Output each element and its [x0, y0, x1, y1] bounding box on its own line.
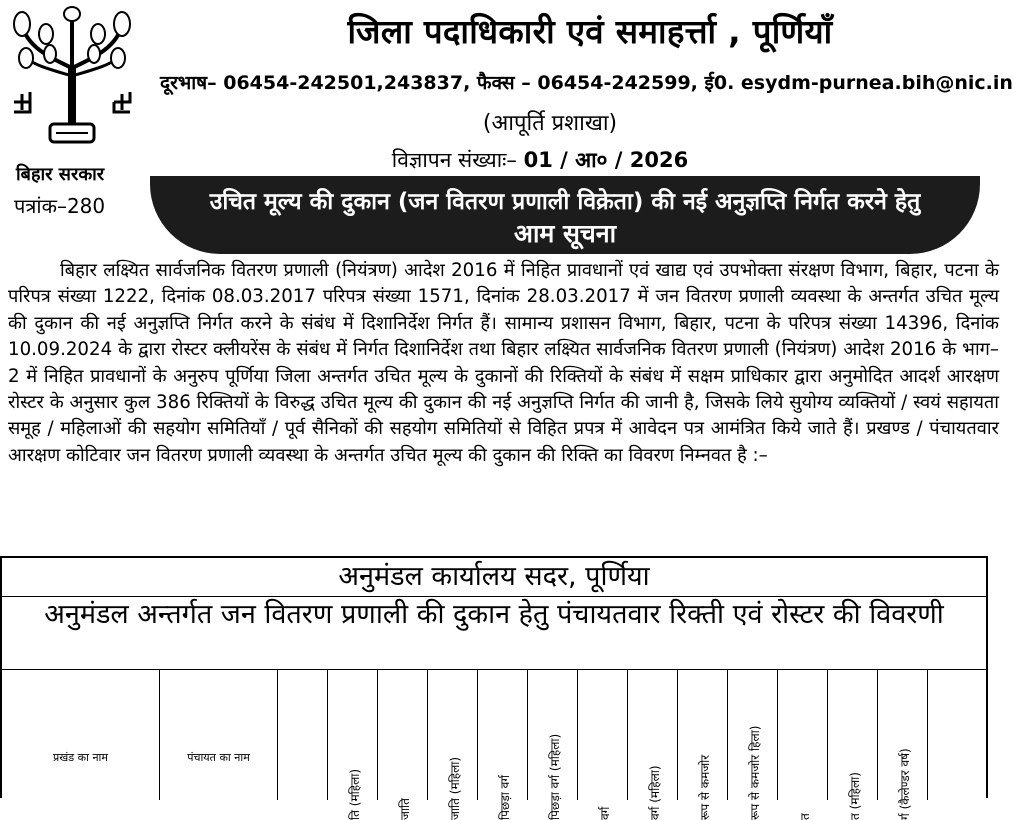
table-column-label: वर्ग (महिला): [647, 765, 662, 820]
table-column-header: [728, 670, 778, 820]
table-column-label: [296, 680, 310, 820]
table-column-label: [949, 680, 963, 820]
table-column-header: [378, 670, 428, 820]
table-column-header: [328, 670, 378, 820]
table-column-label: ति (महिला): [347, 768, 362, 820]
table-column-header: [278, 670, 328, 800]
emblem-caption: बिहार सरकार: [16, 164, 105, 185]
vacancy-roster-table: [0, 556, 988, 820]
table-column-label: वर्ग: [597, 806, 612, 820]
table-column-label: रूप से कमजोर: [697, 754, 712, 820]
table-column-label: पंचायत का नाम: [187, 751, 250, 764]
table-column-label: त (महिला): [847, 772, 862, 820]
table-column-header: [428, 670, 478, 820]
table-subtitle: अनुमंडल अन्तर्गत जन वितरण प्रणाली की दुकान हेतु पंचायतवार रिक्ती एवं रोस्टर की विवरणी: [2, 597, 986, 670]
advertisement-number-label: विज्ञापन संख्याः–: [391, 148, 517, 172]
bihar-emblem-logo: [6, 6, 138, 185]
advertisement-number-value: 01 / आ० / 2026: [523, 148, 689, 172]
table-column-header: [878, 670, 928, 820]
banner-subheading: आम सूचना: [513, 219, 617, 248]
table-column-header: [678, 670, 728, 820]
table-column-label: पिछड़ा वर्ग (महिला): [547, 733, 562, 820]
table-column-label: रूप से कमजोर हिला): [747, 725, 762, 820]
table-column-header: [160, 670, 278, 800]
table-column-label: पिछड़ा वर्ग: [497, 774, 512, 820]
table-column-label: त: [797, 813, 812, 820]
office-title: जिला पदाधिकारी एवं समाहर्त्ता , पूर्णियाँ: [347, 12, 833, 51]
table-column-label: जाति (महिला): [447, 756, 462, 820]
branch-label: (आपूर्ति प्रशाखा): [482, 111, 618, 136]
table-title: अनुमंडल कार्यालय सदर, पूर्णिया: [2, 558, 986, 597]
bodhi-tree-emblem-icon: [6, 6, 138, 156]
advertisement-number: [340, 146, 740, 174]
table-column-header: [828, 670, 878, 820]
table-column-header: [2, 670, 160, 800]
letter-number: पत्रांक–280: [14, 194, 106, 218]
table-column-label: जाति: [397, 798, 412, 820]
table-header-row: [2, 670, 986, 820]
notice-body-paragraph: बिहार लक्ष्यित सार्वजनिक वितरण प्रणाली (नियंत्रण) आदेश 2016 में निहित प्रावधानों एवं खाद्य एवं उपभोक्ता संरक्षण विभाग, बिहार, पटना के परिपत्र संख्या 1222, दिनांक 08.03.2017 परिपत्र संख्या 1571, दिनांक 28.03.2017 में जन वितरण प्रणाली व्यवस्था के अन्तर्गत उचित मूल्य की दुकान की नई अनुज्ञप्ति निर्गत करने के संबंध में दिशानिर्देश निर्गत हैं। सामान्य प्रशासन विभाग, बिहार, पटना के परिपत्र संख्या 14396, दिनांक 10.09.2024 के द्वारा रोस्टर क्लीयरेंस के संबंध में निर्गत दिशानिर्देश तथा बिहार लक्ष्यित सार्वजनिक वितरण प्रणाली (नियंत्रण) आदेश 2016 के भाग–2 में निहित प्रावधानों के अनुरुप पूर्णिया जिला अन्तर्गत उचित मूल्य के दुकानों की रिक्तियों के संबंध में सक्षम प्राधिकार द्वारा अनुमोदित आदर्श आरक्षण रोस्टर के अनुसार कुल 386 रिक्तियों के विरुद्ध उचित मूल्य की दुकान की नई अनुज्ञप्ति निर्गत की जानी है, जिसके लिये सुयोग्य व्यक्तियों / स्वयं सहायता समूह / महिलाओं की सहयोग समितियाँ / पूर्व सैनिकों की सहयोग समितियों से विहित प्रपत्र में आवेदन पत्र आमंत्रित किये जाते हैं। प्रखण्ड / पंचायतवार आरक्षण कोटिवार जन वितरण प्रणाली व्यवस्था के अन्तर्गत उचित मूल्य की दुकान की रिक्ति का विवरण निम्नवत है :–: [8, 260, 999, 466]
table-column-header: [628, 670, 678, 820]
table-column-header: [928, 670, 984, 800]
table-column-header: [778, 670, 828, 820]
notice-banner: [150, 176, 980, 254]
table-column-header: [528, 670, 578, 820]
table-column-header: [578, 670, 628, 820]
table-column-label: र्ग (कैलेण्डर वर्ष): [897, 748, 912, 820]
banner-heading: उचित मूल्य की दुकान (जन वितरण प्रणाली विक्रेता) की नई अनुज्ञप्ति निर्गत करने हेतु: [209, 189, 921, 215]
table-column-label: प्रखंड का नाम: [53, 751, 108, 764]
table-column-header: [478, 670, 528, 820]
contact-line: दूरभाष– 06454-242501,243837, फैक्स – 06454-242599, ई0. esydm-purnea.bih@nic.in: [160, 72, 1013, 94]
